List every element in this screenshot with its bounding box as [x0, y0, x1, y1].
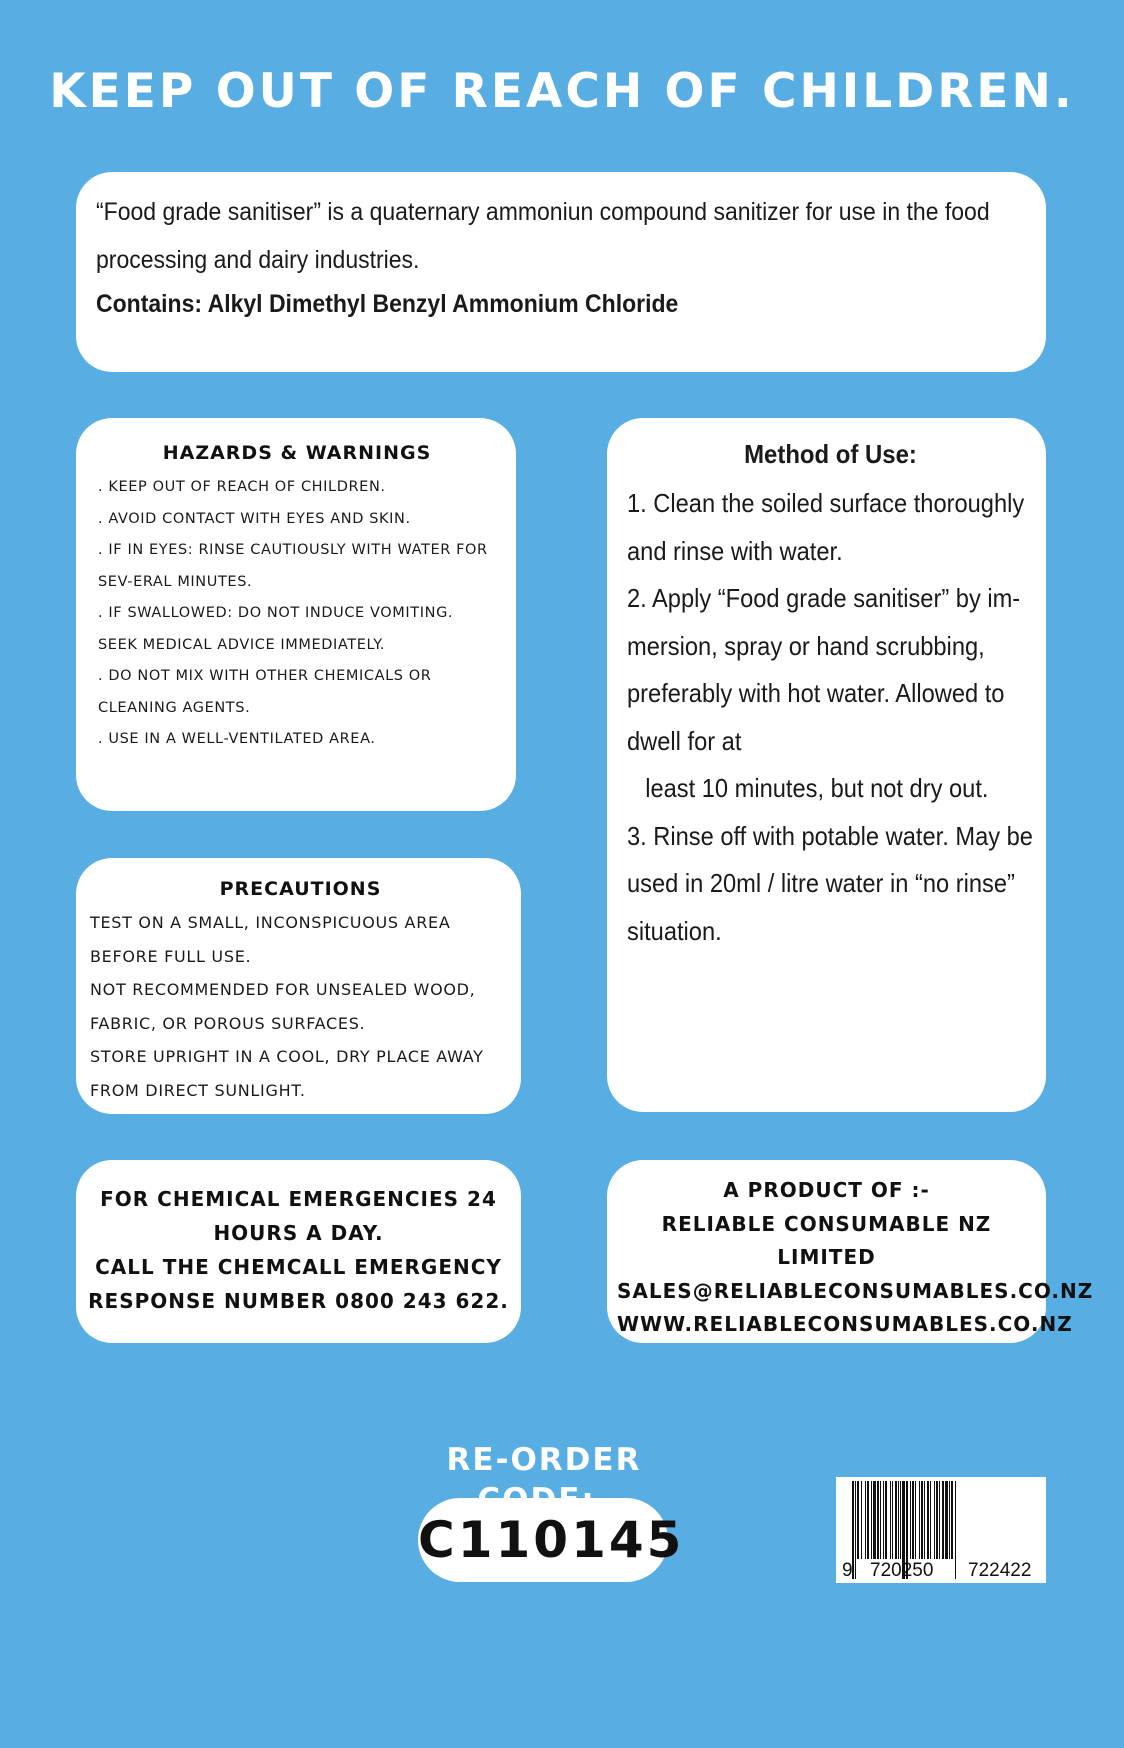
method-of-use-panel	[607, 418, 1046, 1112]
barcode-bar	[855, 1481, 856, 1579]
emergency-panel	[76, 1160, 521, 1343]
ingredients-statement: Contains: Alkyl Dimethyl Benzyl Ammonium Chloride	[96, 290, 679, 318]
method-step: 1. Clean the soiled surface thoroughly and rinse with water.	[627, 488, 1025, 566]
reorder-code: C110145	[418, 1498, 668, 1582]
barcode-lead-digit: 9	[842, 1560, 853, 1581]
method-step: least 10 minutes, but not dry out.	[645, 773, 989, 803]
hazard-item: . DO NOT MIX WITH OTHER CHEMICALS OR CLEANING AGENTS.	[98, 668, 432, 716]
precautions-panel	[76, 858, 521, 1114]
manufacturer-label: A PRODUCT OF :-	[723, 1178, 930, 1202]
barcode-bar	[900, 1481, 901, 1559]
emergency-line: FOR CHEMICAL EMERGENCIES 24 HOURS A DAY.	[100, 1187, 497, 1245]
hazards-list	[98, 472, 496, 756]
barcode-bar	[857, 1481, 859, 1559]
reorder-label: RE-ORDER	[446, 1442, 642, 1478]
precautions-title: PRECAUTIONS	[219, 878, 382, 900]
barcode-bar	[865, 1481, 866, 1559]
barcode-bar	[883, 1481, 884, 1559]
barcode-bar	[880, 1481, 881, 1559]
barcode-bar	[892, 1481, 893, 1559]
barcode-bar	[930, 1481, 931, 1559]
barcode-bar	[934, 1481, 935, 1559]
barcode-bar	[936, 1481, 938, 1559]
barcode-bar	[898, 1481, 899, 1559]
barcode-bar	[921, 1481, 923, 1559]
page-title: KEEP OUT OF REACH OF CHILDREN.	[49, 64, 1075, 119]
barcode-bar	[939, 1481, 940, 1559]
barcode-bar	[951, 1481, 953, 1559]
precaution-item: NOT RECOMMENDED FOR UNSEALED WOOD, FABRIC, OR POROUS SURFACES.	[90, 980, 476, 1033]
hazards-panel	[76, 418, 516, 811]
manufacturer-panel	[607, 1160, 1094, 1343]
product-description-panel	[76, 172, 1046, 372]
barcode-bar	[949, 1481, 950, 1559]
hazard-item: . IF IN EYES: RINSE CAUTIOUSLY WITH WATER FOR SEV-ERAL MINUTES.	[98, 542, 488, 590]
barcode-bar	[877, 1481, 879, 1559]
company-website: WWW.RELIABLECONSUMABLES.CO.NZ	[617, 1312, 1073, 1336]
precaution-item: STORE UPRIGHT IN A COOL, DRY PLACE AWAY FROM DIRECT SUNLIGHT.	[90, 1047, 484, 1100]
barcode-bar	[945, 1481, 948, 1559]
barcode-bar	[873, 1481, 876, 1559]
barcode-bar	[890, 1481, 891, 1559]
hazard-item: . KEEP OUT OF REACH OF CHILDREN.	[98, 479, 386, 495]
barcode-bar	[895, 1481, 897, 1559]
barcode-bar	[871, 1481, 872, 1559]
barcode-bar	[955, 1481, 956, 1579]
hazard-item: . IF SWALLOWED: DO NOT INDUCE VOMITING. SEEK MEDICAL ADVICE IMMEDIATELY.	[98, 605, 454, 653]
company-name: RELIABLE CONSUMABLE NZ LIMITED	[661, 1211, 992, 1269]
barcode-bar	[942, 1481, 944, 1559]
method-steps	[627, 480, 1034, 955]
barcode-bar	[910, 1481, 911, 1559]
barcode-left-group: 720250	[870, 1560, 934, 1581]
method-step: 2. Apply “Food grade sanitiser” by im-mersion, spray or hand scrubbing, preferably with hot water. Allowed to dwell for at	[627, 583, 1021, 756]
company-email: SALES@RELIABLECONSUMABLES.CO.NZ	[617, 1278, 1094, 1303]
barcode-bar	[924, 1481, 925, 1559]
barcode-bar	[919, 1481, 920, 1559]
barcode-bar	[915, 1481, 916, 1559]
barcode-right-group: 722422	[968, 1560, 1032, 1581]
barcode	[836, 1477, 1046, 1583]
hazard-item: . AVOID CONTACT WITH EYES AND SKIN.	[98, 510, 411, 527]
barcode-bar	[867, 1481, 869, 1559]
product-description: “Food grade sanitiser” is a quaternary ammoniun compound sanitizer for use in the food processing and dairy industries.	[96, 198, 990, 274]
barcode-bar	[861, 1481, 862, 1559]
hazards-title: HAZARDS & WARNINGS	[162, 442, 432, 464]
precautions-list	[90, 906, 511, 1107]
method-step: 3. Rinse off with potable water. May be used in 20ml / litre water in “no rinse” situation.	[627, 820, 1033, 946]
barcode-bar	[927, 1481, 929, 1559]
barcode-bar	[912, 1481, 914, 1559]
method-title: Method of Use:	[744, 439, 917, 469]
hazard-item: . USE IN A WELL-VENTILATED AREA.	[98, 731, 376, 747]
precaution-item: TEST ON A SMALL, INCONSPICUOUS AREA BEFORE FULL USE.	[90, 913, 451, 966]
barcode-bar	[885, 1481, 887, 1559]
emergency-number-line: CALL THE CHEMCALL EMERGENCY RESPONSE NUMBER 0800 243 622.	[88, 1255, 509, 1313]
